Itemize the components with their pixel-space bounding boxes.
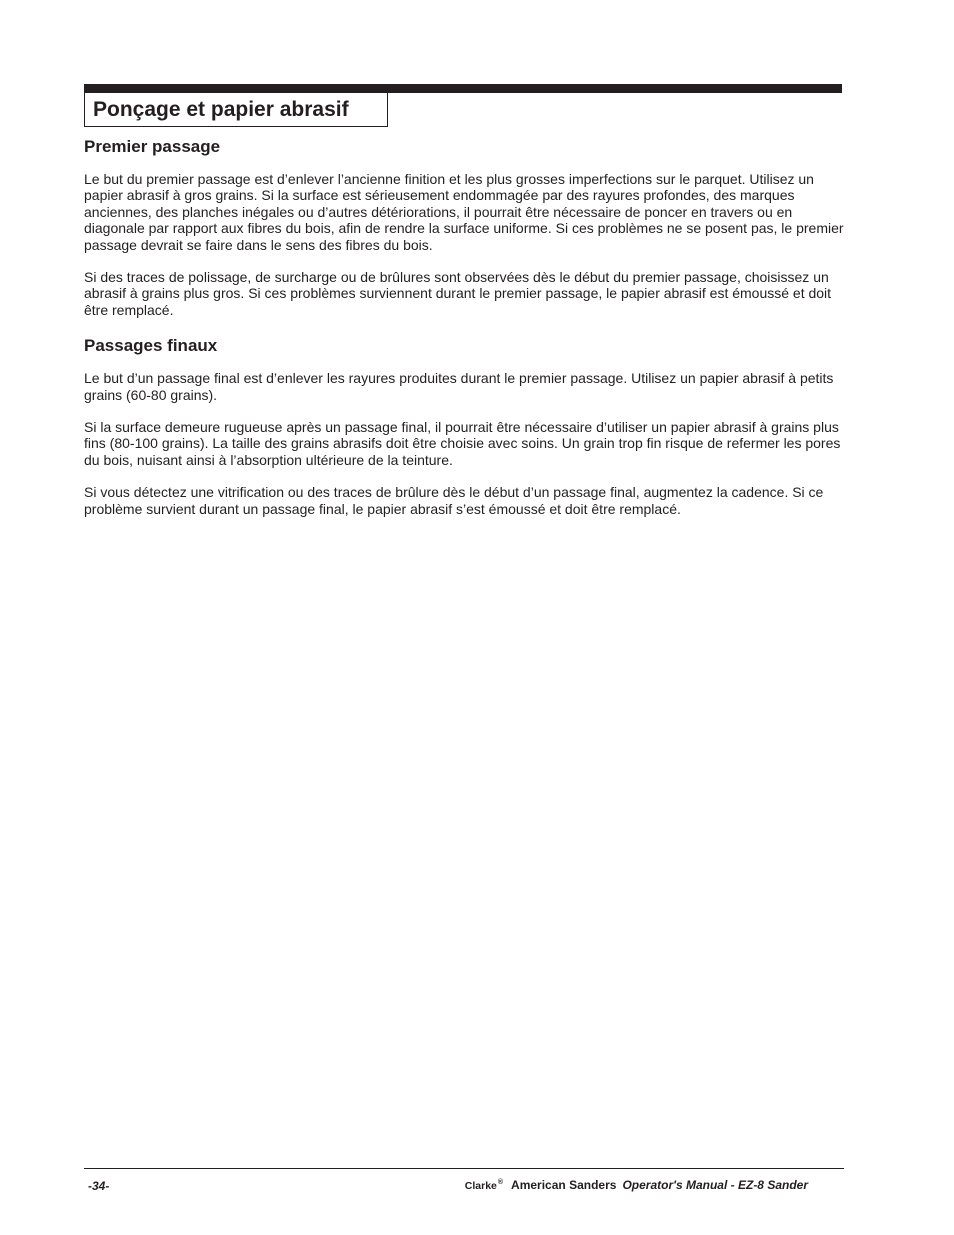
- footer-title: [465, 1178, 808, 1192]
- registered-mark: ®: [497, 1179, 504, 1186]
- heading-premier-passage: Premier passage: [84, 137, 221, 156]
- footer-manual-title: Operator's Manual - EZ-8 Sander: [622, 1178, 808, 1192]
- paragraph-finaux-1: Le but d’un passage final est d’enlever les rayures produites durant le premier passage. Utilisez un papier abrasif à petits grains (60-80 grains).: [84, 370, 834, 403]
- paragraph-finaux-3: Si vous détectez une vitrification ou des traces de brûlure dès le début d’un passage final, augmentez la cadence. Si ce problème survient durant un passage final, le papier abrasif s’est émoussé et doit être remplacé.: [84, 484, 824, 517]
- section-title: Ponçage et papier abrasif: [93, 98, 349, 121]
- header-rule: [84, 84, 842, 93]
- section-title-box: [84, 93, 388, 127]
- paragraph-premier-1: Le but du premier passage est d’enlever l’ancienne finition et les plus grosses imperfections sur le parquet. Utilisez un papier abrasif à gros grains. Si la surface est sérieusement endommagée par des rayures profondes, des marques anciennes, des planches inégales ou d’autres détériorations, il pourrait être nécessaire de poncer en travers ou en diagonale par rapport aux fibres du bois, afin de rendre la surface uniforme. Si ces problèmes ne se posent pas, le premier passage devrait se faire dans le sens des fibres du bois.: [84, 171, 844, 253]
- paragraph-finaux-2: Si la surface demeure rugueuse après un passage final, il pourrait être nécessaire d’utiliser un papier abrasif à grains plus fins (80-100 grains). La taille des grains abrasifs doit être choisie avec soins. Un grain trop fin risque de refermer les pores du bois, nuisant ainsi à l’absorption ultérieure de la teinture.: [84, 419, 841, 468]
- page-number: -34-: [88, 1179, 110, 1193]
- footer-rule: [84, 1168, 844, 1169]
- page-content: [84, 137, 844, 533]
- footer-company: American Sanders: [511, 1178, 617, 1192]
- footer-brand: Clarke: [464, 1180, 497, 1192]
- heading-passages-finaux: Passages finaux: [84, 336, 218, 356]
- paragraph-premier-2: Si des traces de polissage, de surcharge ou de brûlures sont observées dès le début du premier passage, choisissez un abrasif à grains plus gros. Si ces problèmes surviennent durant le premier passage, le papier abrasif est émoussé et doit être remplacé.: [84, 269, 832, 318]
